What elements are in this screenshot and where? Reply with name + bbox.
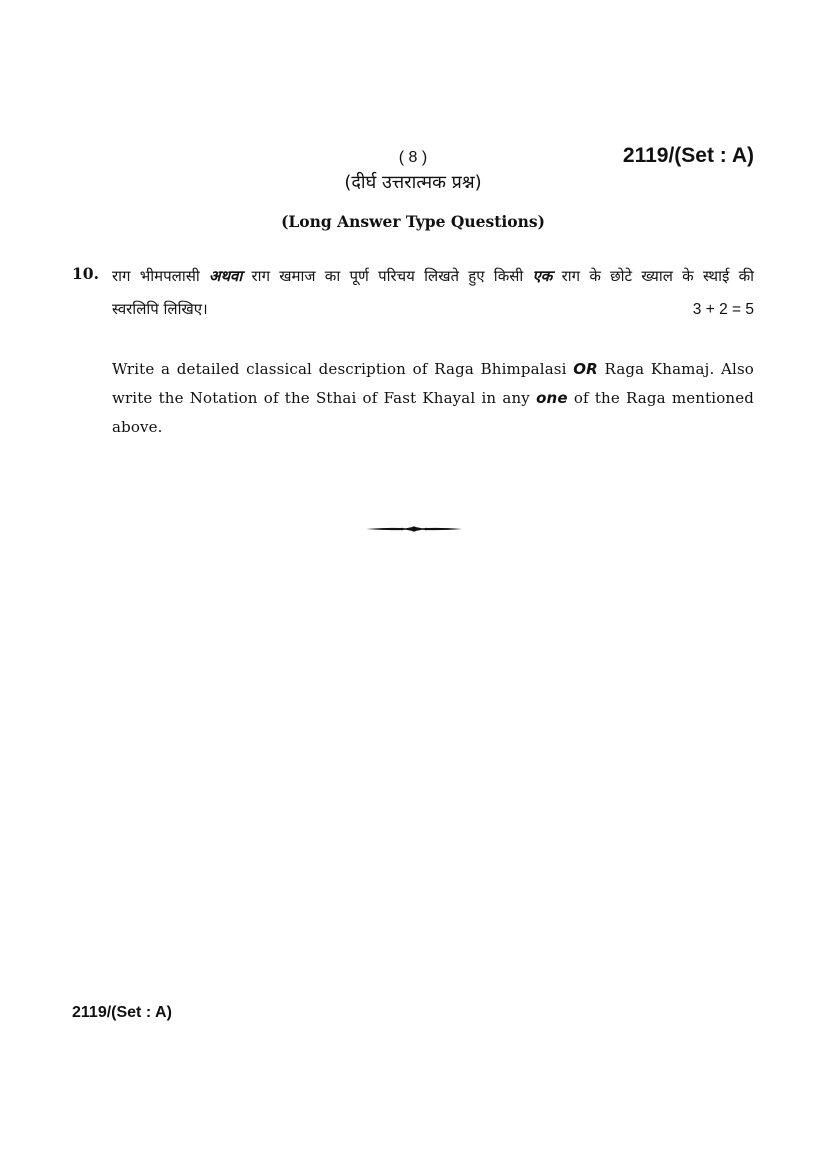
english-text-segment: of the Raga mentioned above. bbox=[112, 389, 754, 436]
section-heading-hindi: (दीर्घ उत्तरात्मक प्रश्न) bbox=[344, 172, 482, 193]
question-text-hindi bbox=[112, 262, 754, 291]
question-number: 10. bbox=[72, 264, 99, 283]
paper-code-header: 2119/(Set : A) bbox=[622, 144, 754, 167]
question-text-english bbox=[112, 355, 754, 442]
hindi-emphasis-or: अथवा bbox=[209, 267, 243, 285]
english-emphasis-one: one bbox=[536, 389, 568, 407]
page-number: ( 8 ) bbox=[398, 149, 428, 166]
hindi-text-segment: राग खमाज का पूर्ण परिचय लिखते हुए किसी bbox=[242, 267, 533, 285]
hindi-emphasis-one: एक bbox=[532, 267, 553, 285]
english-text-segment: Raga Khamaj. Also write the Notation of the Sthai of Fast Khayal in any bbox=[112, 360, 754, 407]
hindi-text-segment: राग भीमपलासी bbox=[112, 267, 209, 285]
question-marks: 3 + 2 = 5 bbox=[692, 301, 754, 318]
question-text-hindi-line2: स्वरलिपि लिखिए। bbox=[112, 300, 208, 318]
hindi-text-segment: राग के छोटे ख्याल के स्थाई की bbox=[552, 267, 754, 285]
english-text-segment: Write a detailed classical description of Raga Bhimpalasi bbox=[112, 360, 574, 378]
english-emphasis-or: OR bbox=[573, 360, 598, 378]
section-heading-english: (Long Answer Type Questions) bbox=[281, 212, 545, 231]
end-ornament-divider bbox=[366, 522, 462, 536]
paper-code-footer: 2119/(Set : A) bbox=[72, 1004, 172, 1021]
